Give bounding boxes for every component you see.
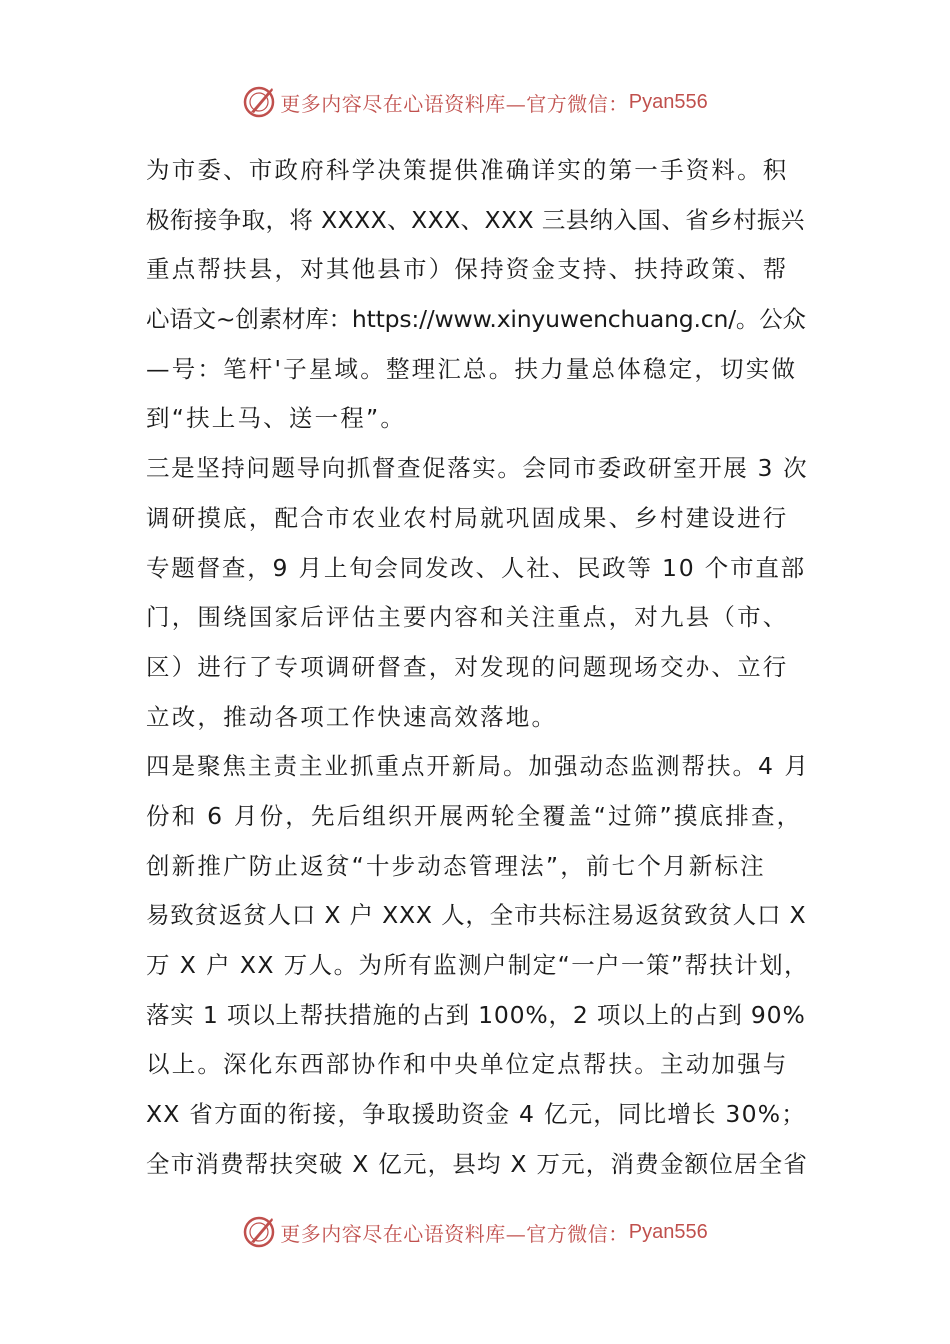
text-line: 立改，推动各项工作快速高效落地。 <box>146 702 558 731</box>
text-line: 落实 1 项以上帮扶措施的占到 100%，2 项以上的占到 90% <box>146 1000 806 1029</box>
text-line: 万 X 户 XX 万人。为所有监测户制定“一户一策”帮扶计划， <box>146 951 809 979</box>
header-banner <box>0 82 950 122</box>
text-line: 门，围绕国家后评估主要内容和关注重点，对九县（市、 <box>146 603 789 632</box>
text-line: 区）进行了专项调研督查，对发现的问题现场交办、立行 <box>146 652 789 681</box>
text-line: 专题督查，9 月上旬会同发改、人社、民政等 10 个市直部 <box>146 553 806 582</box>
text-line: 为市委、市政府科学决策提供准确详实的第一手资料。积 <box>146 156 789 184</box>
text-line: 以上。深化东西部协作和中央单位定点帮扶。主动加强与 <box>146 1050 789 1079</box>
text-line: 三是坚持问题导向抓督查促落实。会同市委政研室开展 3 次 <box>146 454 809 483</box>
text-line: 极衔接争取，将 XXXX、XXX、XXX 三县纳入国、省乡村振兴 <box>146 205 805 234</box>
document-body <box>146 146 810 1189</box>
text-line: 创新推广防止返贫“十步动态管理法”，前七个月新标注 <box>146 851 766 880</box>
quill-seal-logo-icon <box>242 85 276 119</box>
footer-wechat-id: Pyan556 <box>628 1220 708 1243</box>
text-line: 四是聚焦主责主业抓重点开新局。加强动态监测帮扶。4 月 <box>146 752 810 781</box>
text-line: 调研摸底，配合市农业农村局就巩固成果、乡村建设进行 <box>146 503 789 532</box>
text-line: 全市消费帮扶突破 X 亿元，县均 X 万元，消费金额位居全省 <box>146 1149 809 1178</box>
text-line: 重点帮扶县，对其他县市）保持资金支持、扶持政策、帮 <box>146 255 789 284</box>
header-wechat-id: Pyan556 <box>628 90 708 113</box>
text-line: 份和 6 月份，先后组织开展两轮全覆盖“过筛”摸底排查， <box>146 801 803 830</box>
text-line: 易致贫返贫人口 X 户 XXX 人，全市共标注易返贫致贫人口 X <box>146 901 807 930</box>
text-line: 心语文~创素材库：https://www.xinyuwenchuang.cn/。公众 <box>146 305 806 334</box>
quill-seal-logo-icon <box>242 1215 276 1249</box>
text-line: —号：笔杆'子星域。整理汇总。扶力量总体稳定，切实做 <box>146 354 798 383</box>
header-banner-text: 更多内容尽在心语资料库—官方微信： <box>280 91 629 116</box>
footer-banner-text: 更多内容尽在心语资料库—官方微信： <box>280 1221 629 1246</box>
text-line: XX 省方面的衔接，争取援助资金 4 亿元，同比增长 30%； <box>146 1100 806 1129</box>
footer-banner <box>0 1212 950 1252</box>
text-line: 到“扶上马、送一程”。 <box>146 404 407 433</box>
